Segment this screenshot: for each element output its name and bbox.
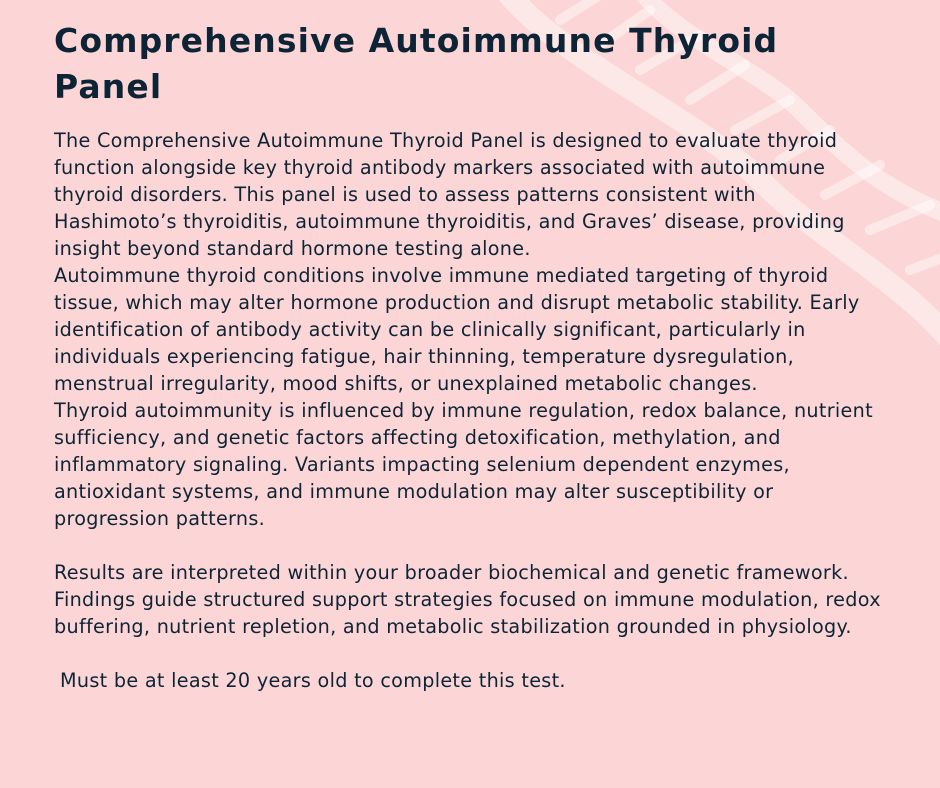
influences-paragraph: Thyroid autoimmunity is influenced by immune regulation, redox balance, nutrient sufficiency, and genetic factors affecting detoxification, methylation, and inflammatory signaling. Variants impacting selenium dependent enzymes, antioxidant systems, and immune modulation may alter susceptibility or progression patterns. bbox=[54, 399, 873, 530]
results-paragraph: Results are interpreted within your broader biochemical and genetic framework. Findings guide structured support strategies focused on immune modulation, redox buffering, nutrient repletion, and metabolic stabilization grounded in physiology. bbox=[54, 561, 881, 638]
page-title: Comprehensive Autoimmune Thyroid Panel bbox=[54, 21, 779, 106]
autoimmune-conditions-paragraph: Autoimmune thyroid conditions involve immune mediated targeting of thyroid tissue, which may alter hormone production and disrupt metabolic stability. Early identification of antibody activity can be clinically significant, particularly in individuals experiencing fatigue, hair thinning, temperature dysregulation, menstrual irregularity, mood shifts, or unexplained metabolic changes. bbox=[54, 264, 860, 395]
age-requirement-note: Must be at least 20 years old to complete this test. bbox=[60, 669, 566, 692]
intro-paragraph: The Comprehensive Autoimmune Thyroid Panel is designed to evaluate thyroid function alongside key thyroid antibody markers associated with autoimmune thyroid disorders. This panel is used to assess patterns consistent with Hashimoto’s thyroiditis, autoimmune thyroiditis, and Graves’ disease, providing insight beyond standard hormone testing alone. bbox=[54, 129, 845, 260]
paragraph-spacer bbox=[54, 640, 884, 667]
article bbox=[54, 18, 884, 694]
paragraph-spacer bbox=[54, 532, 884, 559]
